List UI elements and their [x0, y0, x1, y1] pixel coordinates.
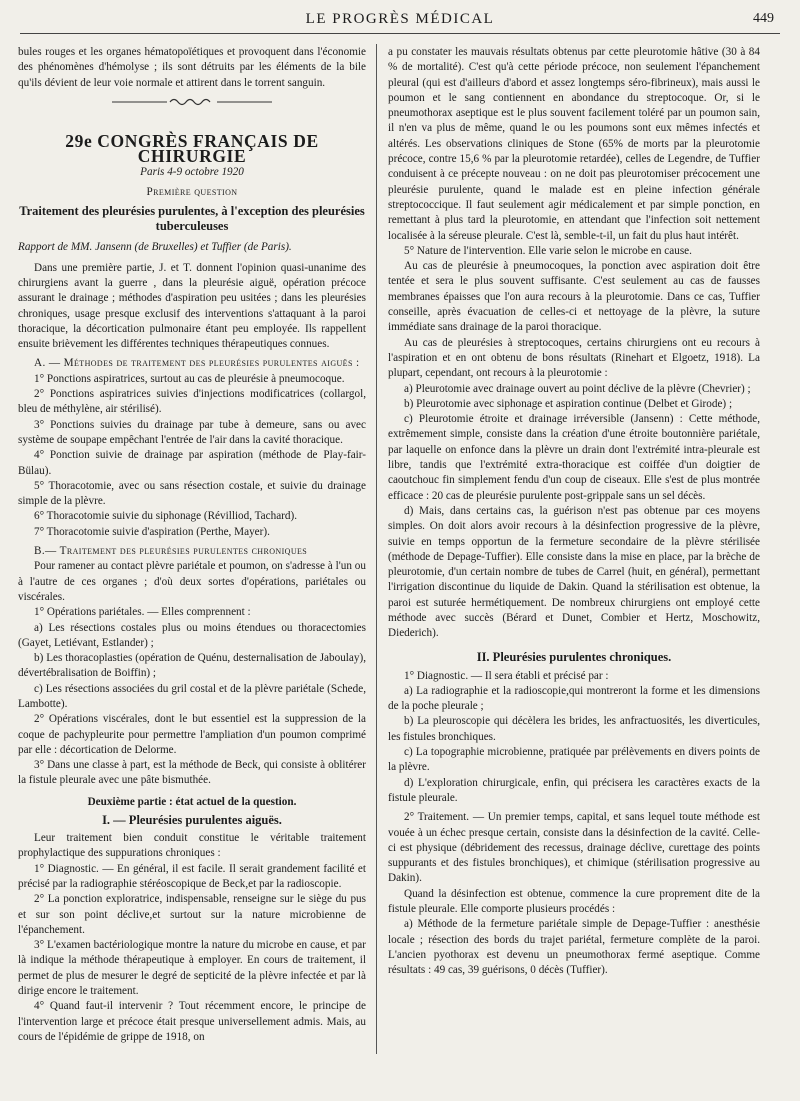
list-item: c) Les résections associées du gril costal et de la plèvre pariétale (Schede, Lambotte).	[18, 682, 366, 710]
paragraph: Au cas de pleurésies à streptocoques, certains chirurgiens ont eu recours à l'aspiration et en ont obtenu de bons résultats (Rinehart et Elgoetz, 1918). La plupart, cependant, ont recours à la pleurotomie :	[388, 336, 760, 380]
list-item: a) Les résections costales plus ou moins étendues ou thoracectomies (Gayet, Letiévant, Estlander) ;	[18, 621, 366, 649]
rapport-line: Rapport de MM. Jansenn (de Bruxelles) et Tuffier (de Paris).	[18, 241, 292, 254]
list-item: a) Méthode de la fermeture pariétale simple de Depage-Tuffier : anesthésie locale ; résection des bords du trajet pariétal, fermeture complète de la paroi. L'ancien pyothorax est devenu un pneumothorax fermé aseptique. Comme résultats : 49 cas, 39 guérisons, 0 décès (Tuffier).	[388, 918, 760, 977]
section-heading-chroniques: II. Pleurésies purulentes chroniques.	[476, 649, 672, 664]
paragraph: Au cas de pleurésie à pneumocoques, la ponction avec aspiration doit être tentée et sera le plus souvent suffisante. C'est seulement au cas de fausses membranes épaisses que l'on aura recours à la pleurotomie. Dans ce cas, Tuffier conseille, après évacuation de celles-ci et nettoyage de la plèvre, la suture immédiate sans drainage de la paroi thoracique.	[388, 260, 760, 334]
list-item: c) Pleurotomie étroite et drainage irréversible (Jansenn) : Cette méthode, extrêmement simple, consiste dans la création d'une étroite boutonnière pariétale, par laquelle on enfonce dans la plèvre un drain dont l'extrémité intra-pleurale est libre, tandis que l'extrémité extra-thoracique est coiffée d'un doigtier de caoutchouc fin simplement fendu d'un coup de ciseaux. Elle s'est de plus montrée efficace : 20 cas de pleurésie purulente post-grippale sans un sel décès.	[388, 413, 760, 502]
list-item: b) Les thoracoplasties (opération de Quénu, desternalisation de Jaboulay), dévertébralisation de Boiffin) ;	[18, 652, 366, 680]
congress-heading: 29e CONGRÈS FRANÇAIS DE CHIRURGIE	[65, 131, 319, 167]
header-rule	[20, 33, 780, 34]
list-item: 1° Diagnostic. — Il sera établi et précisé par :	[404, 669, 609, 682]
list-item: a) Pleurotomie avec drainage ouvert au point déclive de la plèvre (Chevrier) ;	[404, 382, 751, 395]
list-item: c) La topographie microbienne, pratiquée par prélèvements en divers points de la plèvre.	[388, 746, 760, 774]
ornament-icon	[112, 97, 272, 107]
page-header	[20, 8, 780, 32]
list-item: 7° Thoracotomie suivie d'aspiration (Perthe, Mayer).	[34, 525, 270, 538]
list-item: 4° Quand faut-il intervenir ? Tout récemment encore, le principe de l'intervention large et précoce était presque universellement admis. Mais, au cours de l'épidémie de grippe de 1918, on	[18, 1000, 366, 1043]
list-item: 3° Dans une classe à part, est la méthode de Beck, qui consiste à oblitérer la fistule pleurale avec une pâte bismuthée.	[18, 759, 366, 787]
list-item: 3° Ponctions suivies du drainage par tube à demeure, sans ou avec système de soupape empêchant l'entrée de l'air dans la cavité thoracique.	[18, 418, 366, 446]
question-label: Première question	[146, 186, 238, 199]
paragraph: a pu constater les mauvais résultats obtenus par cette pleurotomie hâtive (30 à 84 % de mortalité). C'est qu'à cette période précoce, non seulement l'épanchement pleural (qui est d'ailleurs d'abord et assez longtemps séro-fibrineux), mais aussi le poumon et le sang contiennent en abondance du streptocoque. Or, si le pneumothorax aseptique est le plus souvent facilement toléré par un poumon sain, il n'en va plus de même, quand le ou les poumons sont eux mêmes infectés et altérés. Les observations cliniques de Stone (65% de morts par la pleurotomie précoce, contre 15,6 % par la pleurotomie retardée), celles de Legendre, de Tuffier conduisent à ce précepte nouveau : on ne doit pas pleurotomiser précocement une pleurésie purulente, quand le malade est en pleine infection générale streptococcique. Il faut seulement agir médicalement et par simple ponction, en remettant à plus tard la pleurotomie, en attendant que l'infection soit nettement localisée à la séreuse pleurale. C'est là, semble-t-il, un fait du plus haut intérêt.	[388, 46, 760, 242]
paragraph-intro-partie: Dans une première partie, J. et T. donnent l'opinion quasi-unanime des chirurgiens avant la guerre , dans la pleurésie aiguë, opération précoce assurant le drainage ; méthodes d'aspiration peu usitées ; dans les pleurésies chroniques, usage presque exclusif des interventions s'attaquant à la paroi thoracique, la décortication pulmonaire étant peu employée. Ils rappellent ensuite brièvement les différentes techniques thérapeutiques connues.	[18, 261, 366, 351]
section-title: Traitement des pleurésies purulentes, à l'exception des pleurésies tuberculeuses	[19, 204, 365, 234]
list-item: 2° Opérations viscérales, dont le but essentiel est la suppression de la coque de pachypleurite pour permettre l'ampliation d'un poumon comprimé par elle : décortication de Delorme.	[18, 713, 366, 756]
list-item: 5° Nature de l'intervention. Elle varie selon le microbe en cause.	[404, 244, 692, 257]
list-item: 1° Diagnostic. — En général, il est facile. Il serait grandement facilité et précisé par la radiographie stéréoscopique de Beck,et par la radioscopie.	[18, 862, 366, 890]
list-item: d) L'exploration chirurgicale, enfin, qui précisera les caractères exacts de la fistule pleurale.	[388, 776, 760, 804]
congress-dates: Paris 4-9 octobre 1920	[140, 165, 244, 178]
subheading-b: B.— Traitement des pleurésies purulentes chroniques	[34, 545, 308, 558]
list-item: 6° Thoracotomie suivie du siphonage (Révilliod, Tachard).	[34, 510, 298, 523]
intro-paragraph: bules rouges et les organes hématopoïétiques et provoquent dans l'économie des phénomènes d'hémolyse ; ils sont détruits par les éléments de la bile qu'ils dévient de leur voie normale et attirent dans le torrent sanguin.	[18, 46, 366, 89]
list-item: 3° L'examen bactériologique montre la nature du microbe en cause, et par là indique la méthode thérapeutique à employer. En cours de traitement, il permet de plus de mesurer le degré de septicité de la plèvre infectée et par là dirige encore le traitement.	[18, 939, 366, 998]
paragraph: Leur traitement bien conduit constitue le véritable traitement prophylactique des suppurations chroniques :	[18, 832, 366, 860]
list-item: 2° Ponctions aspiratrices suivies d'injections modificatrices (collargol, bleu de méthylène, air stérilisé).	[18, 388, 366, 416]
list-item: 1° Opérations pariétales. — Elles comprennent :	[34, 606, 251, 619]
paragraph: Pour ramener au contact plèvre pariétale et poumon, on s'adresse à l'un ou à l'autre de ces organes ; d'où deux sortes d'opérations, pariétales ou viscérales.	[18, 560, 366, 603]
ornament-divider	[18, 97, 366, 112]
list-item: 4° Ponction suivie de drainage par aspiration (méthode de Play-fair-Bülau).	[18, 449, 366, 477]
column-divider	[376, 44, 377, 1054]
subheading-a: A. — Méthodes de traitement des pleurésies purulentes aiguës :	[34, 357, 360, 370]
list-item: 5° Thoracotomie, avec ou sans résection costale, et suivie du drainage simple de la plèvre.	[18, 479, 366, 508]
list-item: 1° Ponctions aspiratrices, surtout au cas de pleurésie à pneumocoque.	[34, 372, 345, 385]
paragraph: Quand la désinfection est obtenue, commence la cure proprement dite de la fistule pleurale. Elle comporte plusieurs procédés :	[388, 887, 760, 916]
list-item: a) La radiographie et la radioscopie,qui montreront la forme et les dimensions de la poche pleurale ;	[388, 684, 760, 713]
list-item: b) Pleurotomie avec siphonage et aspiration continue (Delbet et Girode) ;	[404, 397, 733, 410]
section-heading-aigues: I. — Pleurésies purulentes aiguës.	[102, 813, 282, 828]
page-number: 449	[753, 11, 774, 26]
paragraph: 2° Traitement. — Un premier temps, capital, et sans lequel toute méthode est vouée à un échec presque certain, consiste dans la désinfection de la cavité. Celle-ci est physique (débridement des recessus, drainage déclive, curettage des points suppurants et des fistules bronchiques), et chimique (stérilisation progressive au Dakin).	[388, 811, 760, 885]
list-item: b) La pleuroscopie qui décèlera les brides, les anfractuosités, les diverticules, les fistules bronchiques.	[388, 715, 760, 743]
left-column	[18, 45, 366, 1045]
partie2-heading: Deuxième partie : état actuel de la question.	[87, 795, 297, 808]
right-column	[388, 45, 760, 979]
journal-title: LE PROGRÈS MÉDICAL	[305, 11, 495, 27]
list-item: 2° La ponction exploratrice, indispensable, renseigne sur le siège du pus et sur son point déclive,et surtout sur la nature microbienne de l'épanchement.	[18, 893, 366, 936]
list-item: d) Mais, dans certains cas, la guérison n'est pas obtenue par ces moyens simples. On doit alors avoir recours à la désinfection progressive de la plèvre, suivie en temps opportun de la fermeture secondaire de la plèvre stérilisée (méthode de Depage-Tuffier). Elle consiste dans la mise en place, par la brèche de pleurotomie, d'un certain nombre de tubes de Carrel (huit, en général), permettant l'irrigation discontinue du liquide de Dakin. Quand la stérilisation est obtenue, la paroi est suturée hermétiquement. De nombreux chirurgiens ont employé cette méthode avec succès (Bérard et Dunet, Combier et Hertz, Moschowitz, Diederich).	[388, 504, 760, 640]
